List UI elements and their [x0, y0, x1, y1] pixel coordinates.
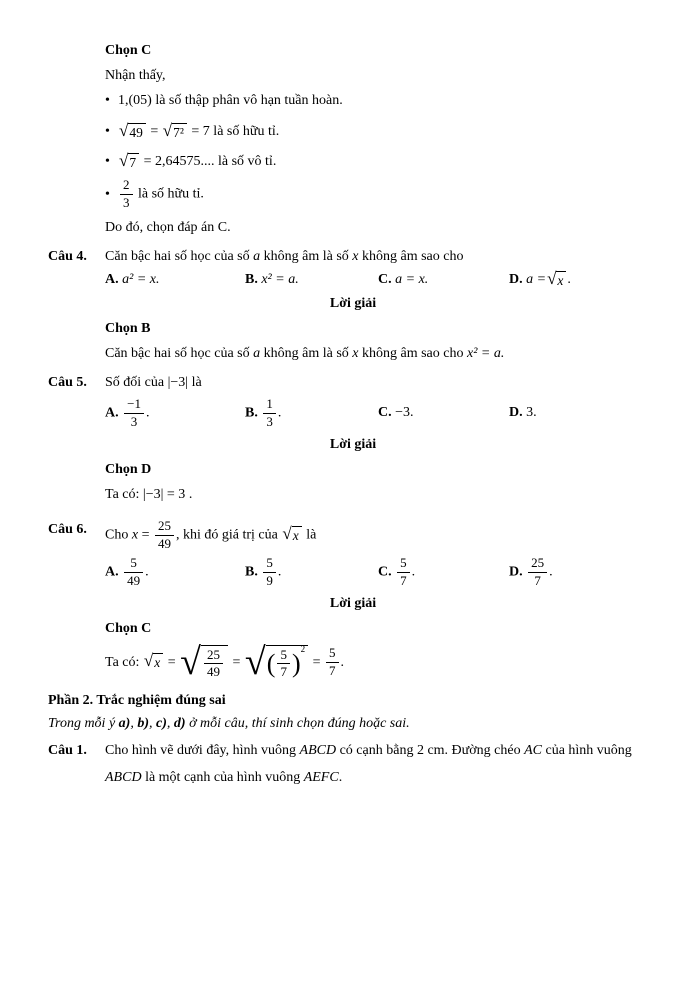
option-value: a = x. [395, 271, 429, 287]
comma: , [166, 716, 171, 732]
option-d [509, 405, 658, 421]
item-b-label: b) [137, 716, 149, 732]
numerator: 25 [204, 648, 223, 665]
option-letter: A. [105, 405, 119, 421]
segment-ac: AC [524, 743, 542, 759]
q6-stem-text: Cho [105, 527, 129, 543]
q6-stem-text: , khi đó giá trị của [175, 527, 278, 543]
p2q1-text-seg: Cho hình vẽ dưới đây, hình vuông [105, 743, 297, 759]
q4-loi-giai-heading: Lời giải [329, 295, 377, 311]
radical-icon: √ [547, 268, 557, 288]
bullet4-text: là số hữu tỉ. [138, 186, 204, 202]
bullet1-math: 1,(05) [118, 93, 152, 108]
fraction [261, 556, 278, 589]
period: . [277, 405, 282, 421]
fraction [122, 397, 146, 430]
part2-title: Phần 2. Trắc nghiệm đúng sai [48, 693, 226, 709]
sqrt [244, 640, 308, 683]
shape-abcd: ABCD [299, 743, 337, 759]
radicand [201, 645, 228, 681]
q6-sol-text: Ta có: [105, 654, 140, 670]
period: . [549, 564, 553, 580]
q6-loi-giai-heading: Lời giải [329, 595, 377, 611]
q5-stem-text: là [191, 374, 202, 390]
q4-options-row [105, 268, 658, 289]
bullet2-text: = 7 là số hữu tỉ. [191, 124, 280, 139]
q6-stem-text: là [306, 527, 317, 543]
option-letter: B. [245, 271, 258, 287]
item-d-label: d) [173, 716, 186, 732]
radical-icon: √ [119, 150, 129, 170]
sol3-outro: Do đó, chọn đáp án C. [105, 219, 231, 235]
option-a [105, 556, 245, 589]
option-letter: B. [245, 405, 258, 421]
q5-loi-giai-heading: Lời giải [329, 436, 377, 452]
denominator: 3 [130, 413, 138, 429]
equals: = [150, 124, 159, 139]
fraction [395, 556, 412, 589]
option-letter: A. [105, 564, 119, 580]
radical-icon: √ [143, 651, 154, 671]
instruction-text: ở mỗi câu, thí sinh chọn đúng hoặc sai. [189, 716, 410, 732]
radicand: x [292, 526, 302, 544]
fraction [275, 648, 292, 681]
q5-options-row [105, 397, 658, 430]
sol3-choice: Chọn C [105, 43, 152, 58]
option-value: x² = a. [261, 271, 299, 287]
radical-icon: √ [180, 640, 202, 683]
denominator: 9 [266, 572, 273, 588]
radical-icon: √ [282, 524, 292, 544]
bullet-item-2 [105, 121, 658, 142]
item-a-label: a) [118, 716, 131, 732]
q6-choice: Chọn C [105, 620, 152, 636]
q4-sol-text: Căn bậc hai số học của số [105, 345, 250, 361]
q4-solution [105, 343, 658, 364]
numerator: −1 [124, 397, 144, 414]
q4-choice: Chọn B [105, 320, 151, 336]
period: . [145, 564, 149, 580]
bullet-icon: • [105, 93, 110, 108]
bullet1-text: là số thập phân vô hạn tuần hoàn. [155, 93, 343, 108]
p2q1-text-seg: là một cạnh của hình vuông [145, 770, 301, 786]
option-d [509, 556, 658, 589]
comma: , [149, 716, 153, 732]
numerator: 5 [263, 556, 276, 573]
sqrt [547, 268, 566, 289]
fraction [261, 397, 278, 430]
q6-label: Câu 6. [48, 521, 87, 537]
option-value: a² = x. [122, 271, 160, 287]
radicand: 49 [128, 123, 146, 141]
option-a [105, 397, 245, 430]
equals: = [141, 527, 150, 543]
equals: = [312, 654, 321, 670]
sqrt [144, 653, 163, 671]
period: . [188, 486, 193, 502]
radicand: 7² [172, 123, 187, 141]
option-b [245, 272, 378, 288]
sqrt [162, 120, 187, 141]
sqrt [119, 120, 146, 141]
bullet-icon: • [105, 124, 110, 139]
option-a [105, 272, 245, 288]
bullet-item-4 [105, 178, 658, 211]
bullet-item-1 [105, 90, 658, 111]
option-letter: D. [509, 564, 523, 580]
q4-stem-text: Căn bậc hai số học của số [105, 248, 250, 264]
option-b [245, 556, 378, 589]
q5-row [48, 372, 658, 393]
option-letter: C. [378, 271, 392, 287]
sol3-intro: Nhận thấy, [105, 68, 166, 83]
fraction [153, 519, 176, 552]
q5-sol-math: |−3| = 3 [142, 486, 186, 502]
q4-sol-text: không âm là số [263, 345, 349, 361]
item-c-label: c) [156, 716, 167, 732]
var-x: x [131, 527, 139, 543]
p2q1-text [105, 740, 658, 792]
sqrt [119, 150, 139, 171]
radicand: x [153, 653, 163, 671]
q6-solution [105, 640, 658, 683]
q6-row [48, 519, 658, 552]
radicand: 7 [128, 153, 139, 171]
fraction [122, 556, 145, 589]
var-a: a [253, 248, 261, 264]
q6-options-row [105, 556, 658, 589]
p2q1-text-seg: có cạnh bằng 2 cm. Đường chéo [339, 743, 521, 759]
option-letter: D. [509, 272, 523, 288]
q5-stem-text: Số đối của [105, 374, 165, 390]
period: . [411, 564, 416, 580]
q4-sol-text: không âm sao cho [362, 345, 464, 361]
period: . [338, 770, 343, 786]
option-c [378, 556, 509, 589]
denominator: 3 [123, 194, 130, 210]
option-letter: C. [378, 405, 392, 421]
radicand: ( $\frac{5}{7}$ ) 2 [266, 645, 308, 681]
var-x: x [352, 248, 359, 264]
q6-stem [105, 519, 658, 552]
shape-abcd: ABCD [105, 770, 142, 786]
p2q1-text-seg: của hình vuông [545, 743, 632, 759]
radical-icon: √ [162, 120, 173, 140]
var-a: a [253, 345, 261, 361]
period: . [277, 564, 282, 580]
option-value: −3. [395, 405, 414, 421]
comma: , [130, 716, 134, 732]
q4-label: Câu 4. [48, 248, 87, 264]
option-value: a = [526, 272, 547, 288]
option-b [245, 397, 378, 430]
period: . [145, 405, 150, 421]
numerator: 5 [326, 646, 339, 663]
option-letter: A. [105, 271, 119, 287]
q5-label: Câu 5. [48, 374, 87, 390]
denominator: 7 [329, 662, 336, 678]
denominator: 49 [127, 572, 141, 588]
numerator: 5 [277, 648, 290, 665]
numerator: 25 [528, 556, 547, 573]
q5-solution [105, 484, 658, 505]
numerator: 1 [263, 397, 276, 414]
denominator: 49 [157, 535, 171, 551]
p2q1-line1 [105, 740, 658, 761]
q4-stem-text: không âm sao cho [362, 248, 464, 264]
option-c [378, 405, 509, 421]
p2q1-label: Câu 1. [48, 743, 87, 759]
bullet-icon: • [105, 154, 110, 169]
bullet3-text: = 2,64575.... là số vô tỉ. [143, 154, 277, 169]
instruction-text: Trong mỗi ý [48, 716, 116, 732]
q4-row [48, 246, 658, 267]
denominator: 49 [207, 664, 221, 680]
q5-stem [105, 372, 658, 393]
fraction [202, 648, 225, 681]
q4-stem [105, 246, 658, 267]
radical-icon: √ [119, 120, 129, 140]
period: . [340, 654, 345, 670]
option-value: 3. [526, 405, 537, 421]
equals: = [232, 654, 241, 670]
denominator: 7 [400, 572, 407, 588]
option-d [509, 268, 658, 289]
fraction [118, 178, 135, 211]
sqrt [180, 640, 228, 683]
p2q1-row [48, 740, 658, 792]
bullet-icon: • [105, 186, 110, 202]
shape-aefc: AEFC [303, 770, 339, 786]
option-letter: B. [245, 564, 258, 580]
denominator: 7 [280, 664, 287, 680]
denominator: 7 [534, 572, 541, 588]
bullet-item-3 [105, 151, 658, 172]
radicand: x [556, 271, 566, 289]
q4-stem-text: không âm là số [263, 248, 349, 264]
numerator: 2 [120, 178, 133, 195]
fraction [324, 646, 341, 679]
numerator: 5 [397, 556, 410, 573]
var-x: x [352, 345, 359, 361]
radical-icon: √ [244, 640, 266, 683]
option-c [378, 272, 509, 288]
equals: = [167, 654, 176, 670]
part2-instruction [48, 713, 658, 734]
numerator: 25 [155, 519, 174, 536]
period: . [567, 272, 571, 288]
denominator: 3 [266, 413, 273, 429]
q5-choice: Chọn D [105, 461, 152, 477]
option-letter: D. [509, 405, 523, 421]
option-letter: C. [378, 564, 392, 580]
p2q1-line2 [105, 767, 658, 788]
q5-stem-math: |−3| [167, 374, 189, 390]
fraction [526, 556, 549, 589]
sqrt [282, 526, 301, 544]
q5-sol-text: Ta có: [105, 486, 140, 502]
numerator: 5 [124, 556, 143, 573]
q4-sol-math: x² = a. [466, 345, 505, 361]
